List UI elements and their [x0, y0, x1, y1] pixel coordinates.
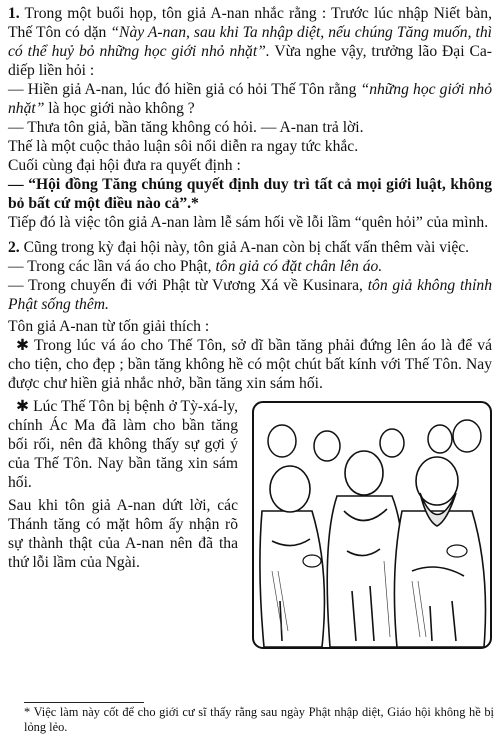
- decision-intro: Cuối cùng đại hội đưa ra quyết định :: [8, 157, 241, 174]
- charge-2: — Trong chuyến đi với Phật từ Vương Xá về Kusinara, tôn giả không thỉnh Phật sống thêm.: [8, 277, 492, 313]
- section-2-number: 2.: [8, 239, 20, 256]
- explanation-intro: Tôn giả A-nan từ tốn giải thích :: [8, 318, 210, 335]
- section-2-paragraph: 2. Cũng trong kỳ đại hội này, tôn giả A-nan còn bị chất vấn thêm vài việc.: [8, 239, 470, 256]
- section-1-after-quote: Vừa nghe vậy, trưởng lão Đại Ca-diếp liền hỏi :: [8, 43, 492, 79]
- section-1-paragraph: [8, 4, 492, 80]
- monks-illustration: [252, 401, 492, 649]
- section-1-intro: Trong một buổi họp, tôn giả A-nan nhắc rằng : Trước lúc nhập Niết bàn, Thế Tôn có dặn: [8, 5, 492, 41]
- book-page: [8, 4, 492, 572]
- minor-precepts-term: “những học giới nhỏ nhặt”: [8, 81, 492, 117]
- answer-1: — Thưa tôn giả, bần tăng không có hỏi. — A-nan trả lời.: [8, 119, 364, 136]
- closing-paragraph: Sau khi tôn giả A-nan dứt lời, các Thánh tăng có mặt hôm ấy nhận rõ sự thành thật của A-nan nên đã tha thứ lỗi lầm của Ngài.: [8, 497, 238, 571]
- explanation-2: ✱ Lúc Thế Tôn bị bệnh ở Tỳ-xá-ly, chính Ác Ma đã làm cho bần tăng bối rối, nên đã không thấy sự gợi ý của Thế Tôn. Nay bần tăng xin sám hối.: [8, 398, 238, 491]
- explanation-1: ✱ Trong lúc vá áo cho Thế Tôn, sở dĩ bần tăng phải đứng lên áo là để vá cho tiện, cho đẹp ; bần tăng không hề có một chút bất kính với Thế Tôn. Nay được chư hiền giả nhắc nhở, bần tăng xin sám hối.: [8, 337, 492, 392]
- question-1: — Hiền giả A-nan, lúc đó hiền giả có hỏi Thế Tôn rằng “những học giới nhỏ nhặt” là học giới nào không ?: [8, 81, 492, 117]
- buddha-quote: “Này A-nan, sau khi Ta nhập diệt, nếu chúng Tăng muốn, thì có thể huỷ bỏ những học giới nhỏ nhặt”.: [8, 24, 492, 60]
- footnote: * Việc làm này cốt để cho giới cư sĩ thấy rằng sau ngày Phật nhập diệt, Giáo hội không hề bị lỏng lẻo.: [24, 705, 494, 734]
- council-decision: — “Hội đồng Tăng chúng quyết định duy trì tất cả mọi giới luật, không bỏ bất cứ một điều nào cả”.*: [8, 176, 492, 212]
- text-with-illustration: [8, 397, 492, 572]
- confession-line: Tiếp đó là việc tôn giả A-nan làm lễ sám hối về lỗi lầm “quên hỏi” của mình.: [8, 214, 489, 231]
- debate-line: Thế là một cuộc thảo luận sôi nổi diễn ra ngay tức khắc.: [8, 138, 359, 155]
- section-1-number: 1.: [8, 5, 20, 22]
- charge-1: — Trong các lần vá áo cho Phật, tôn giả có đặt chân lên áo.: [8, 258, 383, 275]
- footnote-divider: [24, 702, 144, 703]
